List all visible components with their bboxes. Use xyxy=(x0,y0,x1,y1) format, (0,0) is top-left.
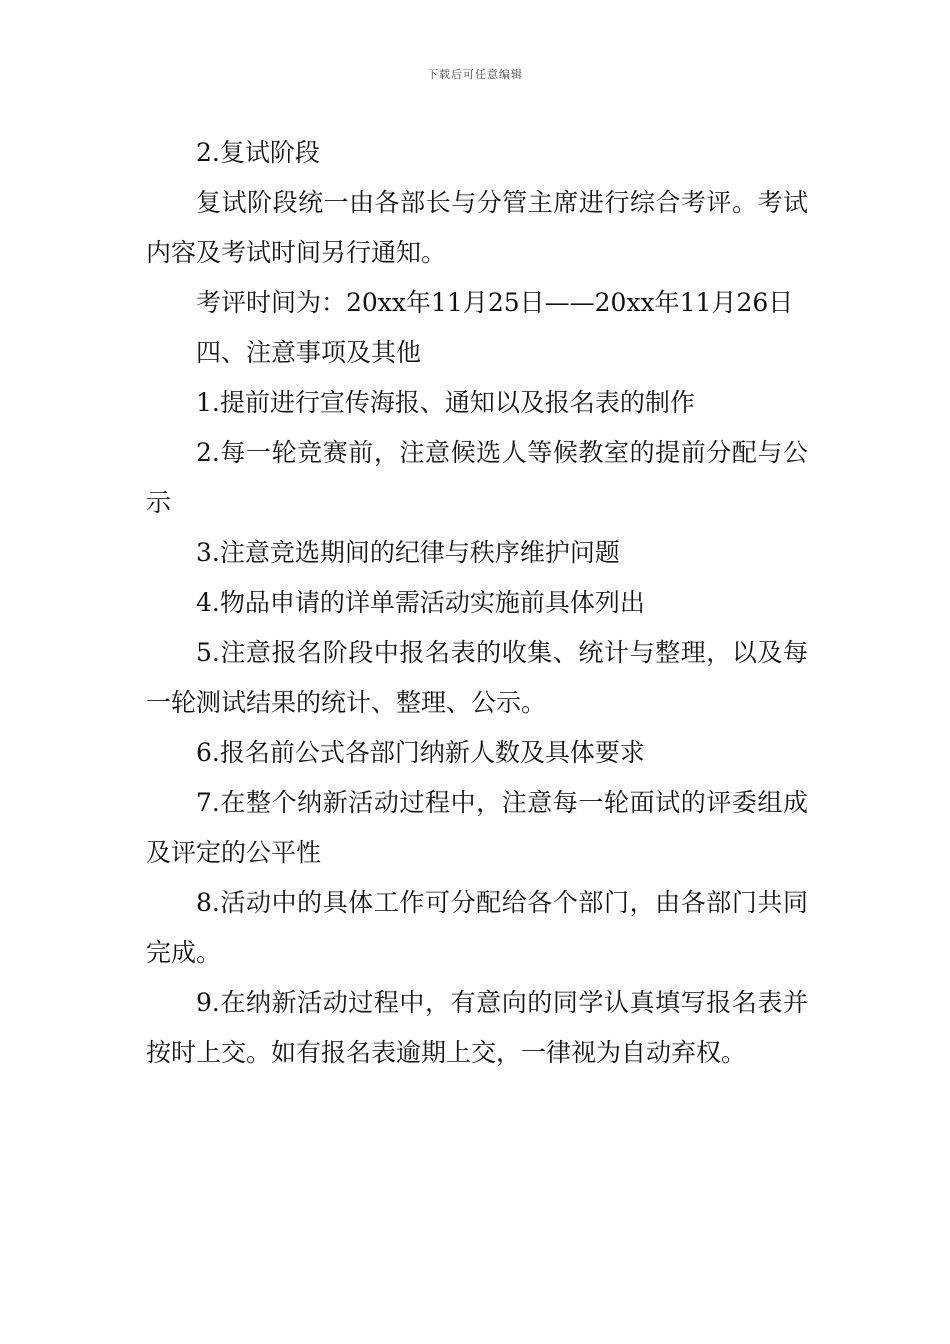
page-header-note: 下载后可任意编辑 xyxy=(427,68,523,81)
paragraph-evaluation-time: 考评时间为：20xx年11月25日——20xx年11月26日 xyxy=(196,288,794,317)
list-item-7: 7.在整个纳新活动过程中，注意每一轮面试的评委组成及评定的公平性 xyxy=(146,788,808,867)
list-item-1: 1.提前进行宣传海报、通知以及报名表的制作 xyxy=(196,388,695,417)
list-item-8: 8.活动中的具体工作可分配给各个部门，由各部门共同完成。 xyxy=(146,888,808,967)
list-item-6: 6.报名前公式各部门纳新人数及具体要求 xyxy=(196,738,645,767)
list-item-2: 2.每一轮竞赛前，注意候选人等候教室的提前分配与公示 xyxy=(146,438,808,517)
list-item-5: 5.注意报名阶段中报名表的收集、统计与整理，以及每一轮测试结果的统计、整理、公示。 xyxy=(146,638,808,717)
section-heading-retest: 2.复试阶段 xyxy=(196,138,320,167)
paragraph-retest-description: 复试阶段统一由各部长与分管主席进行综合考评。考试内容及考试时间另行通知。 xyxy=(146,188,808,267)
document-body xyxy=(146,128,808,1078)
list-item-3: 3.注意竞选期间的纪律与秩序维护问题 xyxy=(196,538,620,567)
section-heading-notes: 四、注意事项及其他 xyxy=(196,338,422,367)
list-item-9: 9.在纳新活动过程中，有意向的同学认真填写报名表并按时上交。如有报名表逾期上交，一律视为自动弃权。 xyxy=(146,988,808,1067)
list-item-4: 4.物品申请的详单需活动实施前具体列出 xyxy=(196,588,645,617)
